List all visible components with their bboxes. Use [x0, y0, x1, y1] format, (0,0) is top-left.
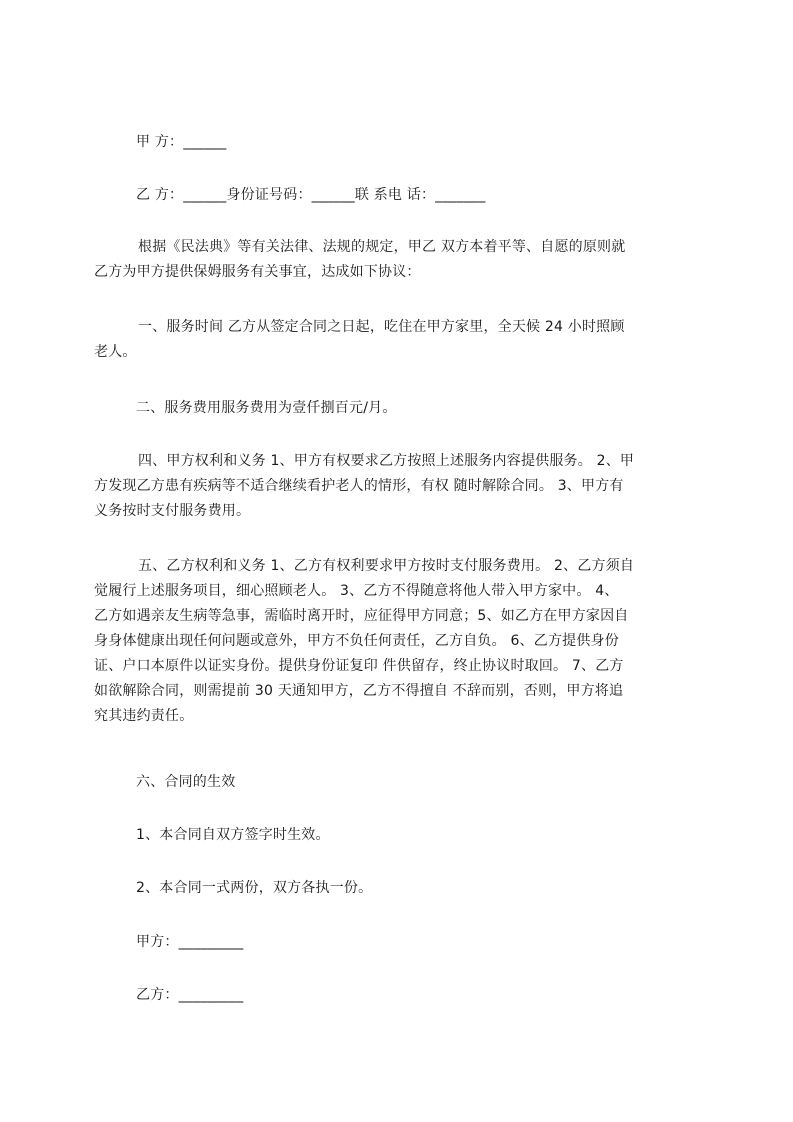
party-b-rights-line-7: 究其违约责任。 — [94, 708, 194, 724]
party-b-rights-line-5: 证、户口本原件以证实身份。提供身份证复印 件供留存，终止协议时取回。 7、乙方 — [94, 658, 624, 674]
service-fee-paragraph — [94, 399, 700, 417]
party-b-line: 乙 方：______身份证号码：______联 系电 话：_______ — [136, 187, 486, 203]
intro-line-2: 乙方为甲方提供保姆服务有关事宜，达成如下协议： — [94, 264, 421, 280]
service-time-paragraph — [94, 318, 700, 361]
service-fee-line-1: 二、服务费用服务费用为壹仟捌百元/月。 — [136, 400, 397, 416]
party-b-rights-line-1: 五、乙方权利和义务 1、乙方有权利要求甲方按时支付服务费用。 2、乙方须自 — [138, 558, 635, 574]
effect-section-title: 六、合同的生效 — [136, 774, 236, 790]
party-b-rights-line-4: 身身体健康出现任何问题或意外，甲方不负任何责任，乙方自负。 6、乙方提供身份 — [94, 633, 619, 649]
party-b-signature: 乙方：_________ — [136, 987, 244, 1003]
party-a-rights-line-3: 义务按时支付服务费用。 — [94, 503, 251, 519]
intro-paragraph — [94, 238, 700, 281]
party-a-line: 甲 方：______ — [136, 134, 227, 150]
service-time-line-2: 老人。 — [94, 344, 137, 360]
party-b-rights-line-2: 觉履行上述服务项目，细心照顾老人。 3、乙方不得随意将他人带入甲方家中。 4、 — [94, 583, 619, 599]
party-b-rights-line-3: 乙方如遇亲友生病等急事，需临时离开时，应征得甲方同意；5、如乙方在甲方家因自 — [94, 608, 629, 624]
party-b-rights-line-6: 如欲解除合同，则需提前 30 天通知甲方，乙方不得擅自 不辞而别，否则，甲方将追 — [94, 683, 624, 699]
service-time-line-1: 一、服务时间 乙方从签定合同之日起，吃住在甲方家里，全天候 24 小时照顾 — [138, 319, 625, 335]
party-a-rights-line-1: 四、甲方权利和义务 1、甲方有权要求乙方按照上述服务内容提供服务。 2、甲 — [138, 453, 635, 469]
party-a-rights-line-2: 方发现乙方患有疾病等不适合继续看护老人的情形，有权 随时解除合同。 3、甲方有 — [94, 478, 624, 494]
intro-line-1: 根据《民法典》等有关法律、法规的规定，甲乙 双方本着平等、自愿的原则就 — [138, 239, 626, 255]
effect-clause-1: 1、本合同自双方签字时生效。 — [136, 827, 330, 843]
party-a-rights-paragraph — [94, 452, 700, 520]
effect-clause-2: 2、本合同一式两份，双方各执一份。 — [136, 880, 373, 896]
party-a-signature: 甲方：_________ — [136, 934, 244, 950]
party-b-rights-paragraph — [94, 557, 700, 725]
